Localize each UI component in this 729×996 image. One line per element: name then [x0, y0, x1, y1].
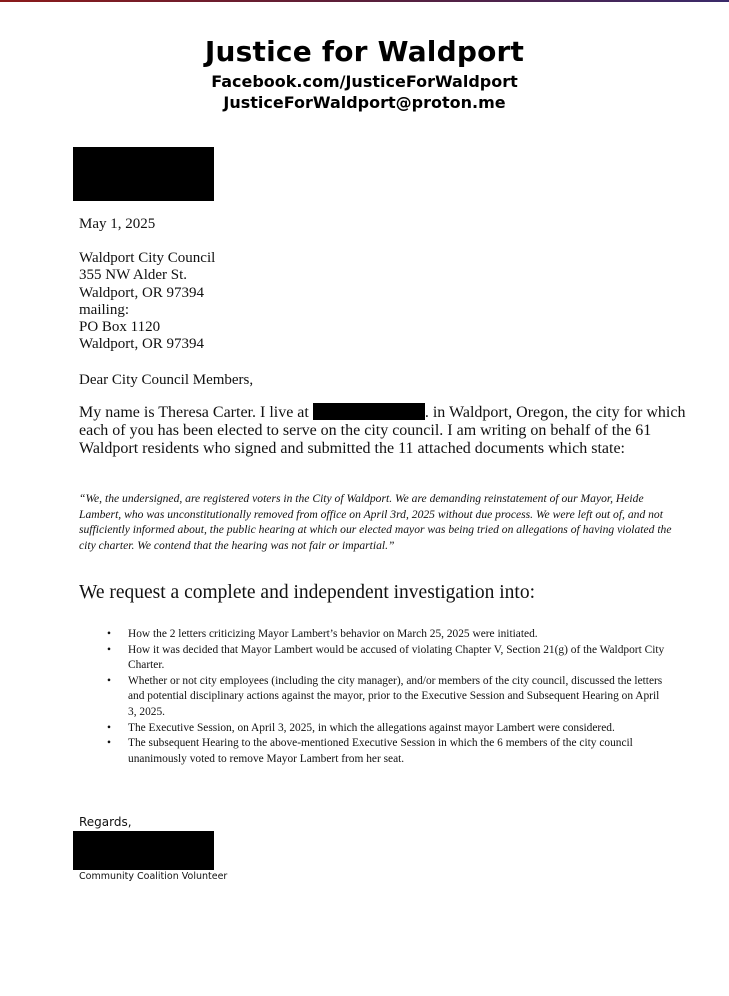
bullet-icon: •: [107, 628, 111, 640]
top-border: [0, 0, 729, 2]
list-item: [107, 721, 667, 737]
letterhead-email: JusticeForWaldport@proton.me: [223, 93, 506, 112]
list-item-text: How it was decided that Mayor Lambert would be accused of violating Chapter V, Section 21(g) of the Waldport City Charter.: [128, 643, 665, 672]
closing: Regards,: [79, 815, 132, 829]
address-line: PO Box 1120: [79, 319, 161, 336]
bullet-icon: •: [107, 674, 111, 687]
letter-date: May 1, 2025: [79, 216, 156, 232]
address-line: Waldport, OR 97394: [79, 336, 205, 353]
list-item-text: The Executive Session, on April 3, 2025, in which the allegations against mayor Lambert were considered.: [128, 721, 615, 734]
signer-role: Community Coalition Volunteer: [79, 871, 228, 882]
address-line: Waldport City Council: [79, 250, 216, 266]
salutation: Dear City Council Members,: [79, 372, 254, 388]
letterhead-facebook: Facebook.com/JusticeForWaldport: [211, 72, 518, 91]
redacted-address: [313, 403, 425, 420]
list-item: [107, 736, 667, 767]
request-list: [107, 627, 667, 767]
list-item-text: Whether or not city employees (including the city manager), and/or members of the city council, discussed the letters and potential disciplinary actions against the mayor, prior to the Executive Session and Subsequent Hearing on April 3, 2025.: [128, 674, 663, 718]
list-item-text: The subsequent Hearing to the above-mentioned Executive Session in which the 6 members of the city council unanimously voted to remove Mayor Lambert from her seat.: [128, 737, 633, 765]
address-line: Waldport, OR 97394: [79, 284, 205, 301]
intro-text-cont: . in Waldport, Oregon, the city for which each of you has been elected to serve on the city council. I am writing on behalf of the 61 Waldport residents who signed and submitted the 11 attached documents which state:: [79, 404, 686, 457]
redacted-signature: [73, 831, 214, 870]
bullet-icon: •: [107, 721, 111, 734]
list-item: [107, 643, 667, 674]
letterhead-title: Justice for Waldport: [204, 35, 525, 68]
list-item: [107, 627, 667, 643]
petition-quote: “We, the undersigned, are registered voters in the City of Waldport. We are demanding reinstatement of our Mayor, Heide Lambert, who was unconstitutionally removed from office on April 3rd, 2025 without due process. We were left out of, and not sufficiently informed about, the public hearing at which our elected mayor was being tried on allegations of having violated the city charter. We contend that the hearing was not fair or impartial.”: [79, 492, 672, 552]
list-item: [107, 674, 667, 721]
intro-text: My name is Theresa Carter. I live at: [79, 404, 313, 421]
redacted-sender-block: [73, 147, 214, 201]
address-line: mailing:: [79, 301, 129, 318]
request-heading: We request a complete and independent investigation into:: [79, 582, 536, 603]
bullet-icon: •: [107, 737, 111, 750]
recipient-address: [79, 250, 215, 354]
intro-paragraph: [79, 403, 689, 458]
list-item-text: How the 2 letters criticizing Mayor Lambert’s behavior on March 25, 2025 were initiated.: [128, 628, 538, 640]
address-line: 355 NW Alder St.: [79, 267, 188, 284]
bullet-icon: •: [107, 643, 111, 656]
